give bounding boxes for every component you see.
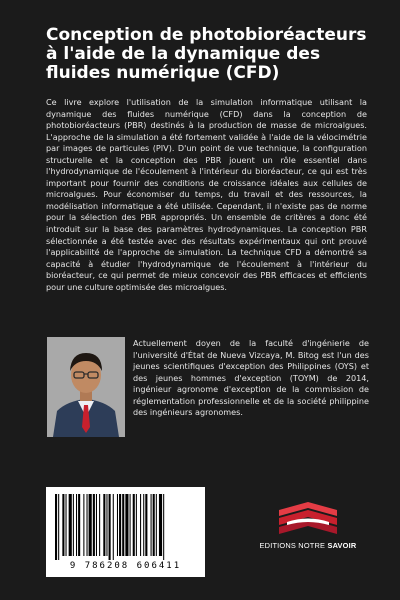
barcode-bar <box>96 494 97 556</box>
barcode-bar <box>163 494 164 560</box>
barcode-bar <box>145 494 147 556</box>
barcode-bar <box>119 494 121 556</box>
book-title: Conception de photobioréacteurs à l'aide de la dynamique des fluides numérique (CFD) <box>46 25 367 83</box>
barcode-bar <box>66 494 67 556</box>
barcode-bar <box>87 494 88 556</box>
barcode-bar <box>76 494 77 556</box>
author-biography: Actuellement doyen de la faculté d'ingénierie de l'université d'État de Nueva Vizcaya, M. Bitog est l'un des jeunes scientifiques d'exception des Philippines (OYS) et des jeunes hommes d'exception (TOYM) de 2014, ingénieur agronome d'exception de la commission de réglementation professionnelle et de la société philippine des ingénieurs agronomes. <box>133 338 369 418</box>
barcode-bar <box>78 494 80 556</box>
barcode-bar <box>89 494 92 556</box>
barcode-bar <box>122 494 124 556</box>
barcode-bar <box>117 494 118 556</box>
barcode-bar <box>83 494 84 556</box>
barcode-bar <box>103 494 105 556</box>
barcode-bar <box>73 494 74 556</box>
barcode-bar <box>159 494 162 556</box>
barcode-bar <box>93 494 95 556</box>
barcode-bar <box>62 494 64 556</box>
barcode-bar <box>136 494 137 556</box>
barcode-bar <box>69 494 72 556</box>
barcode-bar <box>140 494 141 556</box>
barcode-bar <box>58 494 59 560</box>
publisher-name-savoir: SAVOIR <box>327 541 357 550</box>
publisher-block <box>253 498 363 558</box>
isbn-number: 9 786208 606411 <box>69 561 182 571</box>
barcode-bars <box>55 494 196 560</box>
publisher-logo-icon <box>273 498 343 538</box>
publisher-name <box>253 541 363 550</box>
barcode-bar <box>151 494 152 556</box>
barcode-bar <box>125 494 128 556</box>
barcode-bar <box>55 494 57 560</box>
book-description: Ce livre explore l'utilisation de la simulation informatique utilisant la dynamique des fluides numérique (CFD) dans la conception de photobioréacteurs (PBR) destinés à la production de masse de microalgues. L'approche de la simulation a été fortement validée à l'aide de la vélocimétrie par images de particules (PIV). D'un point de vue technique, la configuration structurelle et la conception des PBR jouent un rôle essentiel dans l'hydrodynamique de l'écoulement à l'intérieur du bioréacteur, ce qui est très important pour fournir des conditions de croissance idéales aux cellules de microalgues. Pour économiser du temps, du travail et des ressources, la modélisation informatique a été utilisée. Cependant, il n'existe pas de norme pour la sélection des PBR appropriés. Un ensemble de critères a donc été introduit sur la base des paramètres hydrodynamiques. La conception PBR sélectionnée a été testée avec des résultats expérimentaux qui ont prouvé l'applicabilité de l'approche de simulation. La technique CFD a démontré sa capacité à étudier l'hydrodynamique de l'écoulement à l'intérieur du bioréacteur, ce qui permet de mieux concevoir des PBR efficaces et efficients pour une culture optimisée des microalgues. <box>46 97 367 292</box>
barcode-bar <box>143 494 144 556</box>
publisher-name-prefix: EDITIONS NOTRE <box>259 541 328 550</box>
barcode-bar <box>156 494 157 556</box>
barcode-bar <box>106 494 107 556</box>
barcode-bar <box>113 494 114 560</box>
barcode-bar <box>133 494 135 556</box>
barcode-bar <box>109 494 111 560</box>
barcode <box>46 487 205 577</box>
author-photo <box>47 337 125 437</box>
barcode-bar <box>153 494 155 556</box>
barcode-bar <box>130 494 131 556</box>
barcode-bar <box>99 494 100 556</box>
